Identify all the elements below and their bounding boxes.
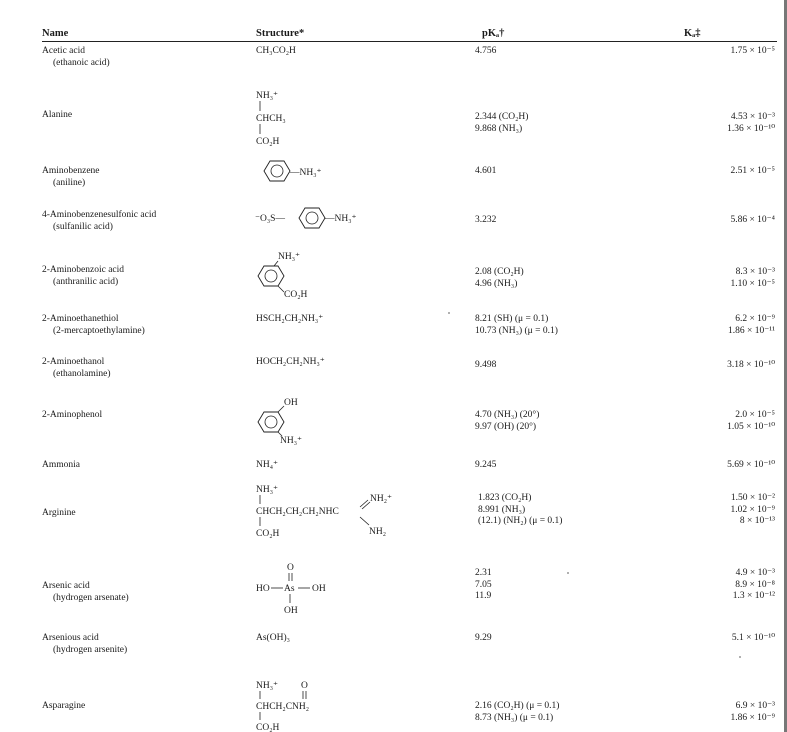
benzene-ring-diagram bbox=[258, 160, 358, 184]
compound-name: Arsenious acid bbox=[42, 633, 99, 643]
pka-value: 11.9 bbox=[475, 591, 492, 601]
header-rule bbox=[42, 41, 777, 42]
structure-diagram bbox=[256, 679, 376, 732]
compound-name: Ammonia bbox=[42, 460, 80, 470]
pka-value: 2.344 (CO₂H) bbox=[475, 112, 529, 122]
structure-label: NH₃⁺ bbox=[278, 252, 301, 262]
scan-speck bbox=[739, 656, 741, 658]
structure-label: As bbox=[284, 584, 295, 594]
benzene-ring-diagram bbox=[256, 250, 366, 300]
pka-value: 4.756 bbox=[475, 46, 497, 56]
structure-formula: HOCH₂CH₂NH₃⁺ bbox=[256, 357, 325, 367]
structure-label: NH₂⁺ bbox=[370, 494, 393, 504]
structure-label: OH bbox=[284, 398, 298, 408]
pka-value: 8.991 (NH₃) bbox=[478, 504, 526, 515]
pka-value: 1.823 (CO₂H) bbox=[478, 493, 532, 503]
ka-value: 5.69 × 10⁻¹⁰ bbox=[727, 460, 775, 470]
structure-formula: CH₃CO₂H bbox=[256, 46, 296, 56]
compound-alias: (2-mercaptoethylamine) bbox=[53, 325, 145, 336]
structure-label: HO bbox=[256, 584, 270, 594]
structure-label: ⁻O₃S— bbox=[255, 214, 285, 224]
pka-value: 3.232 bbox=[475, 215, 497, 225]
ka-value: 1.86 × 10⁻⁹ bbox=[730, 712, 775, 723]
ka-value: 1.05 × 10⁻¹⁰ bbox=[727, 421, 775, 432]
ka-value: 2.51 × 10⁻⁵ bbox=[730, 166, 775, 176]
scan-speck bbox=[448, 312, 450, 314]
compound-alias: (anthranilic acid) bbox=[53, 276, 119, 287]
ka-value: 1.36 × 10⁻¹⁰ bbox=[727, 123, 775, 134]
structure-formula: NH₄⁺ bbox=[256, 460, 279, 470]
structure-diagram bbox=[256, 561, 366, 621]
compound-alias: (sulfanilic acid) bbox=[53, 221, 113, 232]
ka-value: 1.3 × 10⁻¹² bbox=[732, 591, 775, 601]
pka-value: 2.31 bbox=[475, 568, 492, 578]
pka-value: 10.73 (NH₃) (μ = 0.1) bbox=[475, 325, 558, 336]
compound-name: 4-Aminobenzenesulfonic acid bbox=[42, 210, 157, 220]
pka-value: 8.73 (NH₃) (μ = 0.1) bbox=[475, 712, 554, 723]
ka-value: 2.0 × 10⁻⁵ bbox=[735, 410, 775, 420]
pka-value: 9.97 (OH) (20°) bbox=[475, 421, 537, 432]
compound-alias: (hydrogen arsenate) bbox=[53, 592, 129, 603]
ka-value: 3.18 × 10⁻¹⁰ bbox=[727, 360, 775, 370]
ka-value: 1.10 × 10⁻⁵ bbox=[730, 278, 775, 289]
pka-value: 7.05 bbox=[475, 579, 492, 590]
structure-label: —NH₃⁺ bbox=[290, 168, 322, 178]
structure-label: CO₂H bbox=[256, 529, 280, 539]
compound-name: 2-Aminoethanol bbox=[42, 357, 105, 367]
compound-alias: (ethanolamine) bbox=[53, 368, 111, 379]
ka-value: 1.02 × 10⁻⁹ bbox=[730, 504, 775, 515]
pka-value: 4.96 (NH₃) bbox=[475, 278, 518, 289]
structure-label: CHCH₂CNH₂ bbox=[256, 702, 310, 712]
structure-label: NH₂ bbox=[369, 527, 387, 537]
structure-label: CHCH₃ bbox=[256, 114, 286, 124]
compound-name: 2-Aminoethanethiol bbox=[42, 314, 119, 324]
compound-name: Acetic acid bbox=[42, 46, 85, 56]
pka-value: 8.21 (SH) (μ = 0.1) bbox=[475, 314, 549, 324]
header-name: Name bbox=[42, 28, 69, 39]
structure-label: NH₃⁺ bbox=[256, 485, 279, 495]
structure-formula: As(OH)₃ bbox=[256, 633, 290, 643]
compound-name: Aminobenzene bbox=[42, 166, 100, 176]
pka-value: 9.245 bbox=[475, 460, 497, 470]
compound-alias: (aniline) bbox=[53, 177, 86, 188]
structure-formula: HSCH₂CH₂NH₃⁺ bbox=[256, 314, 324, 324]
ka-value: 1.50 × 10⁻² bbox=[730, 493, 775, 503]
compound-alias: (ethanoic acid) bbox=[53, 57, 110, 68]
compound-name: 2-Aminobenzoic acid bbox=[42, 265, 125, 275]
structure-label: O bbox=[301, 681, 308, 691]
ka-value: 6.2 × 10⁻⁹ bbox=[735, 314, 775, 324]
pka-value: 2.08 (CO₂H) bbox=[475, 267, 524, 277]
pka-value: 4.601 bbox=[475, 166, 497, 176]
structure-label: CO₂H bbox=[256, 723, 280, 732]
header-structure: Structure* bbox=[256, 28, 305, 39]
structure-label: CHCH₂CH₂CH₂NHC bbox=[256, 507, 339, 517]
pka-value: (12.1) (NH₂) (μ = 0.1) bbox=[478, 516, 563, 526]
structure-label: O bbox=[287, 563, 294, 573]
compound-name: Alanine bbox=[42, 110, 73, 120]
pka-value: 2.16 (CO₂H) (μ = 0.1) bbox=[475, 701, 560, 711]
pka-value: 9.868 (NH₃) bbox=[475, 123, 523, 134]
structure-label: OH bbox=[284, 606, 298, 616]
pka-value: 4.70 (NH₃) (20°) bbox=[475, 410, 540, 420]
ka-value: 8 × 10⁻¹³ bbox=[739, 516, 775, 526]
ka-value: 5.1 × 10⁻¹⁰ bbox=[731, 633, 775, 643]
compound-alias: (hydrogen arsenite) bbox=[53, 644, 128, 655]
structure-label: OH bbox=[312, 584, 326, 594]
ka-value: 1.86 × 10⁻¹¹ bbox=[728, 325, 775, 336]
structure-diagram bbox=[256, 89, 376, 149]
pka-value: 9.29 bbox=[475, 633, 492, 643]
structure-diagram bbox=[256, 483, 426, 545]
structure-label: —NH₃⁺ bbox=[325, 214, 357, 224]
benzene-ring-diagram bbox=[255, 208, 385, 232]
compound-name: Asparagine bbox=[42, 701, 86, 711]
structure-label: NH₃⁺ bbox=[280, 436, 303, 446]
scan-speck bbox=[567, 572, 569, 574]
structure-label: NH₃⁺ bbox=[256, 91, 279, 101]
compound-name: 2-Aminophenol bbox=[42, 410, 103, 420]
compound-name: Arginine bbox=[42, 508, 76, 518]
structure-label: NH₃⁺ bbox=[256, 681, 279, 691]
ka-value: 5.86 × 10⁻⁴ bbox=[730, 215, 775, 225]
ka-value: 1.75 × 10⁻⁵ bbox=[730, 46, 775, 56]
structure-label: CO₂H bbox=[256, 137, 280, 147]
pka-value: 9.498 bbox=[475, 360, 497, 370]
ka-value: 8.3 × 10⁻³ bbox=[735, 267, 775, 277]
ka-value: 4.53 × 10⁻³ bbox=[730, 112, 775, 122]
ka-value: 4.9 × 10⁻³ bbox=[735, 568, 775, 578]
header-pka: pKₐ† bbox=[482, 28, 505, 39]
structure-label: CO₂H bbox=[284, 290, 308, 300]
ka-value: 6.9 × 10⁻³ bbox=[735, 701, 775, 711]
benzene-ring-diagram bbox=[256, 396, 356, 446]
compound-name: Arsenic acid bbox=[42, 581, 90, 591]
header-ka: Kₐ‡ bbox=[684, 28, 701, 39]
ka-value: 8.9 × 10⁻⁸ bbox=[735, 579, 775, 590]
